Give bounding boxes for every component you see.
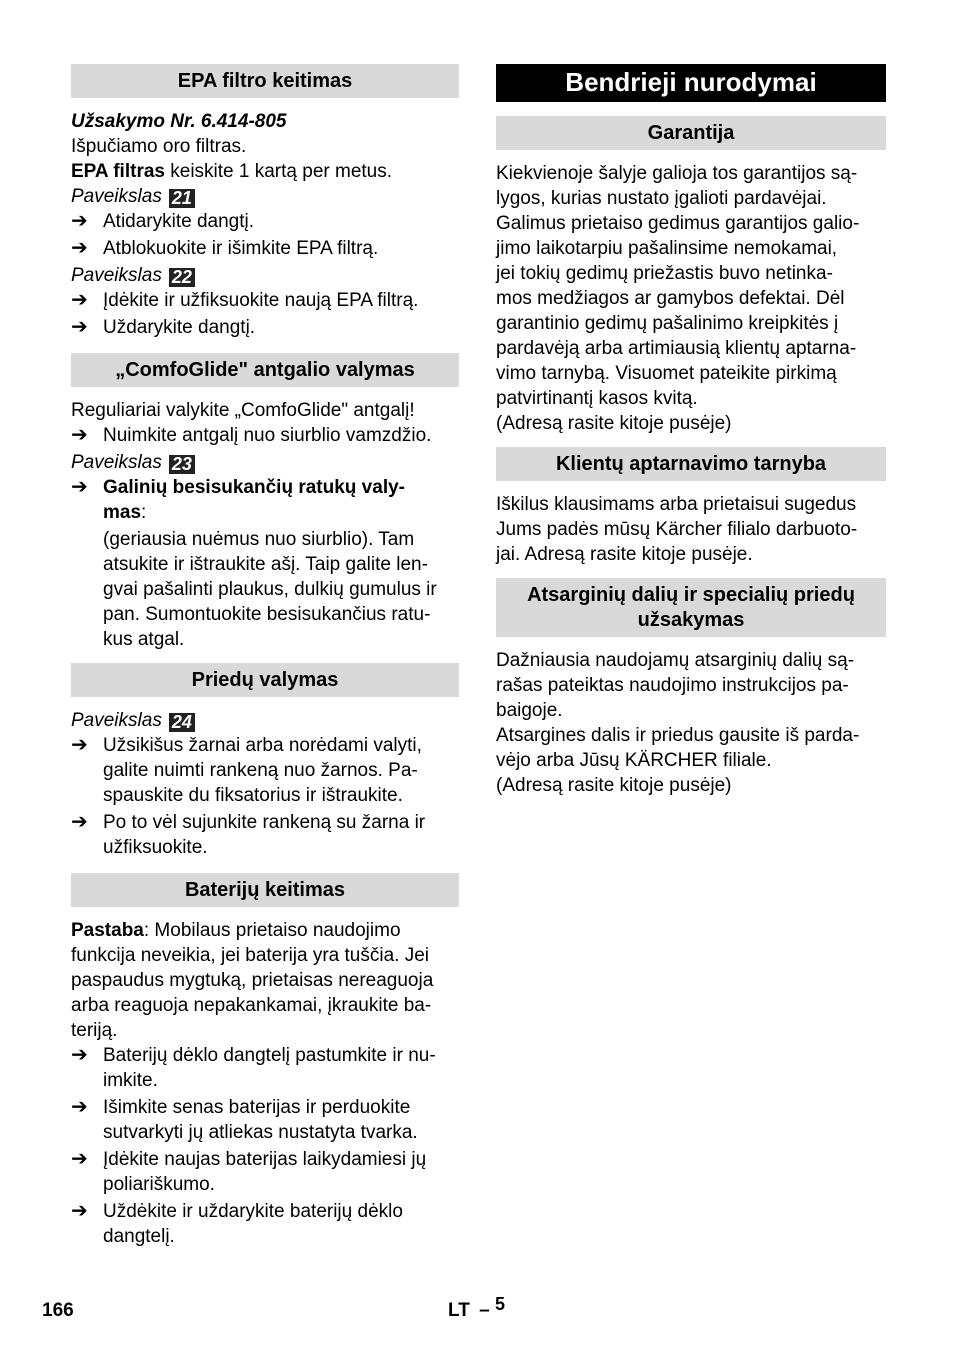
- line: teriją.: [71, 1020, 118, 1041]
- line: lygos, kurias nustato įgalioti pardavėjai.: [496, 188, 827, 209]
- step-item: [71, 1147, 459, 1197]
- figure-number-badge: 21: [169, 189, 195, 208]
- step-item: [71, 810, 459, 860]
- step-item: [71, 315, 459, 340]
- line: atsukite ir ištraukite ašį. Taip galite len-: [103, 554, 428, 575]
- line: Uždėkite ir uždarykite baterijų dėklo: [103, 1201, 403, 1222]
- right-column: [496, 64, 886, 798]
- arrow-right-icon: ➔: [71, 1200, 88, 1222]
- line: funkcija neveikia, jei baterija yra tuščia. Jei: [71, 945, 430, 966]
- line: Įdėkite naujas baterijas laikydamiesi jų: [103, 1149, 427, 1170]
- step-item: [71, 423, 459, 448]
- line: Po to vėl sujunkite rankeną su žarna ir: [103, 812, 426, 833]
- arrow-right-icon: ➔: [71, 289, 88, 311]
- note-label: Pastaba: [71, 920, 144, 941]
- page-number: 166: [42, 1300, 74, 1321]
- line: vėjo arba Jūsų KÄRCHER filiale.: [496, 750, 772, 771]
- section-heading-baterijos: Baterijų keitimas: [71, 873, 459, 907]
- text-span: :: [141, 502, 147, 523]
- line: spauskite du fiksatorius ir ištraukite.: [103, 785, 403, 806]
- line: mos medžiagos ar gamybos defektai. Dėl: [496, 288, 845, 309]
- step-text: Nuimkite antgalį nuo siurblio vamzdžio.: [103, 425, 432, 446]
- atsarginiu-paragraph: [496, 648, 886, 798]
- step-item: [71, 288, 459, 313]
- step-text: Uždarykite dangtį.: [103, 317, 256, 338]
- line: Užsikišus žarnai arba norėdami valyti,: [103, 735, 422, 756]
- line: galite nuimti rankeną nuo žarnos. Pa-: [103, 760, 418, 781]
- figure-label: Paveikslas: [71, 265, 162, 286]
- paragraph: Reguliariai valykite „ComfoGlide" antgalį!: [71, 400, 415, 421]
- arrow-right-icon: ➔: [71, 476, 88, 498]
- arrow-right-icon: ➔: [71, 734, 88, 756]
- line: Iškilus klausimams arba prietaisui sugedus: [496, 494, 857, 515]
- line: Jums padės mūsų Kärcher filialo darbuoto-: [496, 519, 858, 540]
- step-title-line: mas: [103, 502, 142, 523]
- text-span: keiskite 1 kartą per metus.: [164, 161, 393, 182]
- figure-reference: [71, 450, 459, 475]
- figure-number-badge: 23: [169, 455, 195, 474]
- line: gvai pašalinti plaukus, dulkių gumulus ir: [103, 579, 437, 600]
- line: užfiksuokite.: [103, 837, 208, 858]
- line: patvirtinantį kasos kvitą.: [496, 388, 698, 409]
- line: garantinio gedimų pašalinimo kreipkitės į: [496, 313, 839, 334]
- line: imkite.: [103, 1070, 158, 1091]
- arrow-right-icon: ➔: [71, 316, 88, 338]
- step-item: [71, 733, 459, 808]
- left-column: [71, 64, 459, 1251]
- step-title-line: Galinių besisukančių ratukų valy-: [103, 477, 405, 498]
- line: (Adresą rasite kitoje pusėje): [496, 413, 732, 434]
- line: poliariškumo.: [103, 1174, 215, 1195]
- language-code: LT: [448, 1300, 470, 1321]
- figure-number-badge: 24: [169, 713, 195, 732]
- figure-reference: [71, 184, 459, 209]
- figure-label: Paveikslas: [71, 452, 162, 473]
- arrow-right-icon: ➔: [71, 1096, 88, 1118]
- line: paspaudus mygtuką, prietaisas nereaguoja: [71, 970, 434, 991]
- step-text: [103, 810, 459, 860]
- line: (geriausia nuėmus nuo siurblio). Tam: [103, 529, 415, 550]
- garantija-paragraph: [496, 161, 886, 436]
- line: Išimkite senas baterijas ir perduokite: [103, 1097, 411, 1118]
- line: Kiekvienoje šalyje galioja tos garantijos są-: [496, 163, 858, 184]
- line: Galimus prietaiso gedimus garantijos galio-: [496, 213, 860, 234]
- figure-reference: [71, 708, 459, 733]
- text-span: : Mobilaus prietaiso naudojimo: [143, 920, 401, 941]
- line: pardavėją arba artimiausią klientų aptarna-: [496, 338, 857, 359]
- step-text: Atblokuokite ir išimkite EPA filtrą.: [103, 238, 379, 259]
- line: Atsargines dalis ir priedus gausite iš parda-: [496, 725, 860, 746]
- step-text: Atidarykite dangtį.: [103, 211, 255, 232]
- line: rašas pateiktas naudojimo instrukcijos pa-: [496, 675, 849, 696]
- arrow-right-icon: ➔: [71, 210, 88, 232]
- heading-line: užsakymas: [637, 609, 745, 631]
- paragraph: [71, 159, 459, 184]
- figure-number-badge: 22: [169, 268, 195, 287]
- arrow-right-icon: ➔: [71, 424, 88, 446]
- step-item: [71, 475, 459, 525]
- step-text: [103, 1043, 459, 1093]
- klientu-paragraph: [496, 492, 886, 567]
- arrow-right-icon: ➔: [71, 811, 88, 833]
- line: jimo laikotarpiu pašalinsime nemokamai,: [496, 238, 838, 259]
- line: baigoje.: [496, 700, 563, 721]
- line: sutvarkyti jų atliekas nustatyta tvarka.: [103, 1122, 418, 1143]
- section-heading-priedu: Priedų valymas: [71, 663, 459, 697]
- step-item: [71, 209, 459, 234]
- arrow-right-icon: ➔: [71, 1148, 88, 1170]
- figure-label: Paveikslas: [71, 710, 162, 731]
- step-text: Įdėkite ir užfiksuokite naują EPA filtrą.: [103, 290, 419, 311]
- step-text: [103, 475, 459, 525]
- step-item: [71, 236, 459, 261]
- footer-lang-label: [448, 1294, 505, 1323]
- paragraph: Išpučiamo oro filtras.: [71, 136, 247, 157]
- footer-dash: –: [479, 1300, 490, 1321]
- step-item: [71, 1043, 459, 1093]
- note-paragraph: [71, 918, 459, 1043]
- step-item: [71, 1199, 459, 1249]
- line: Dažniausia naudojamų atsarginių dalių są-: [496, 650, 855, 671]
- indented-paragraph: [71, 527, 459, 652]
- step-text: [103, 1199, 459, 1249]
- section-heading-epa: EPA filtro keitimas: [71, 64, 459, 98]
- heading-line: Atsarginių dalių ir specialių priedų: [527, 584, 855, 606]
- line: vimo tarnybą. Visuomet pateikite pirkimą: [496, 363, 837, 384]
- line: (Adresą rasite kitoje pusėje): [496, 775, 732, 796]
- arrow-right-icon: ➔: [71, 1044, 88, 1066]
- step-text: [103, 733, 459, 808]
- section-heading-atsarginiu: [496, 578, 886, 637]
- footer-sub-page: 5: [494, 1294, 505, 1314]
- figure-reference: [71, 263, 459, 288]
- step-text: [103, 1147, 459, 1197]
- line: jei tokių gedimų priežastis buvo netinka-: [496, 263, 833, 284]
- line: [71, 918, 459, 943]
- main-heading: Bendrieji nurodymai: [496, 64, 886, 102]
- section-heading-klientu: Klientų aptarnavimo tarnyba: [496, 447, 886, 481]
- figure-label: Paveikslas: [71, 186, 162, 207]
- section-heading-comfoglide: „ComfoGlide" antgalio valymas: [71, 353, 459, 387]
- line: kus atgal.: [103, 629, 185, 650]
- line: pan. Sumontuokite besisukančius ratu-: [103, 604, 431, 625]
- order-number: Užsakymo Nr. 6.414-805: [71, 111, 287, 132]
- line: Baterijų dėklo dangtelį pastumkite ir nu-: [103, 1045, 436, 1066]
- step-item: [71, 1095, 459, 1145]
- arrow-right-icon: ➔: [71, 237, 88, 259]
- line: jai. Adresą rasite kitoje pusėje.: [496, 544, 753, 565]
- bold-term: EPA filtras: [71, 161, 165, 182]
- step-text: [103, 1095, 459, 1145]
- line: dangtelį.: [103, 1226, 175, 1247]
- section-heading-garantija: Garantija: [496, 116, 886, 150]
- line: arba reaguoja nepakankamai, įkraukite ba-: [71, 995, 432, 1016]
